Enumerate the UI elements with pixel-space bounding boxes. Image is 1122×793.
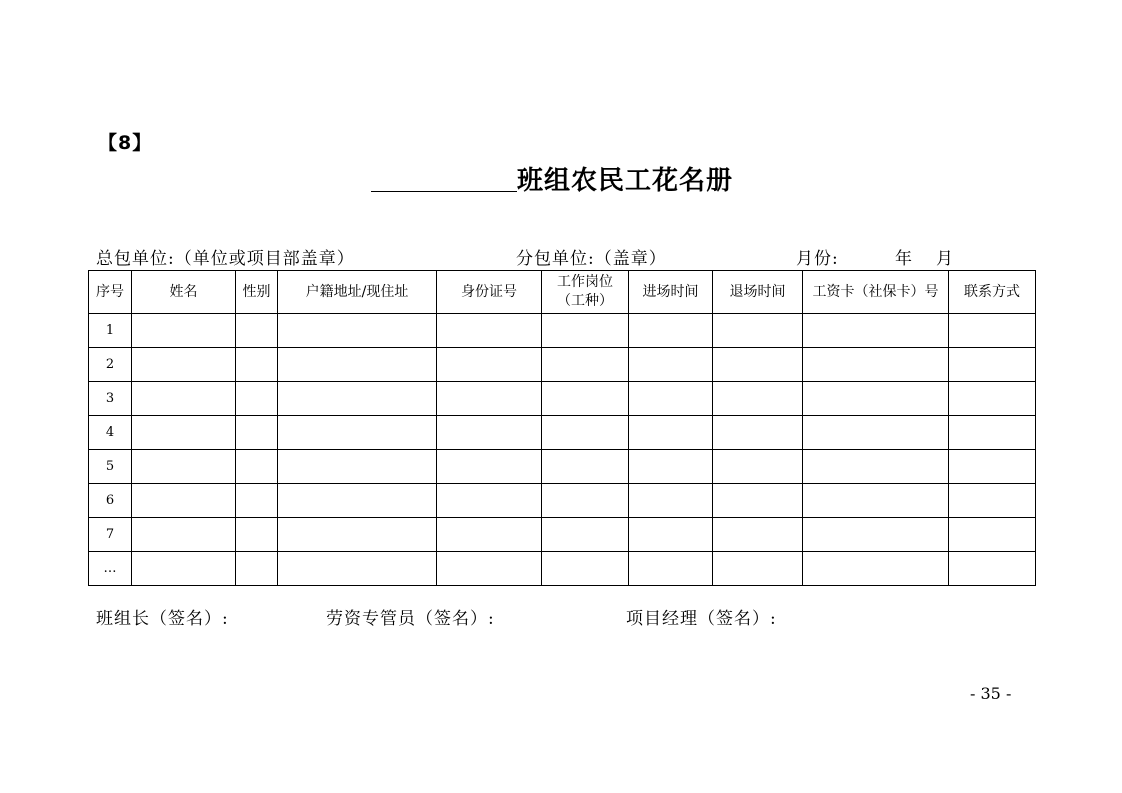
cell-wage-card[interactable] bbox=[803, 416, 949, 450]
row-seq: 2 bbox=[89, 348, 132, 382]
month-unit-label: 月 bbox=[936, 249, 954, 269]
cell-id-number[interactable] bbox=[437, 552, 542, 586]
cell-wage-card[interactable] bbox=[803, 518, 949, 552]
cell-wage-card[interactable] bbox=[803, 552, 949, 586]
cell-job-position[interactable] bbox=[542, 348, 629, 382]
team-leader-signature-label: 班组长（签名）: bbox=[96, 609, 229, 629]
table-row bbox=[89, 348, 1036, 382]
cell-name[interactable] bbox=[132, 348, 236, 382]
cell-exit-date[interactable] bbox=[713, 348, 803, 382]
column-header-job-position: 工作岗位 （工种） bbox=[542, 271, 629, 314]
cell-name[interactable] bbox=[132, 450, 236, 484]
cell-id-number[interactable] bbox=[437, 348, 542, 382]
cell-entry-date[interactable] bbox=[629, 416, 713, 450]
roster-table bbox=[88, 270, 1036, 586]
cell-gender[interactable] bbox=[236, 552, 278, 586]
column-header-gender: 性别 bbox=[236, 271, 278, 314]
column-header-name: 姓名 bbox=[132, 271, 236, 314]
row-seq: … bbox=[89, 552, 132, 586]
row-seq: 4 bbox=[89, 416, 132, 450]
cell-gender[interactable] bbox=[236, 348, 278, 382]
cell-entry-date[interactable] bbox=[629, 552, 713, 586]
cell-wage-card[interactable] bbox=[803, 382, 949, 416]
cell-wage-card[interactable] bbox=[803, 484, 949, 518]
cell-name[interactable] bbox=[132, 314, 236, 348]
cell-exit-date[interactable] bbox=[713, 484, 803, 518]
row-seq: 5 bbox=[89, 450, 132, 484]
cell-address[interactable] bbox=[278, 552, 437, 586]
cell-name[interactable] bbox=[132, 382, 236, 416]
cell-job-position[interactable] bbox=[542, 382, 629, 416]
cell-wage-card[interactable] bbox=[803, 348, 949, 382]
page-number: - 35 - bbox=[970, 684, 1012, 703]
cell-id-number[interactable] bbox=[437, 416, 542, 450]
document-title: 班组农民工花名册 bbox=[517, 166, 734, 196]
cell-exit-date[interactable] bbox=[713, 552, 803, 586]
cell-id-number[interactable] bbox=[437, 484, 542, 518]
column-header-contact: 联系方式 bbox=[949, 271, 1036, 314]
cell-gender[interactable] bbox=[236, 314, 278, 348]
cell-exit-date[interactable] bbox=[713, 450, 803, 484]
table-row bbox=[89, 552, 1036, 586]
table-row bbox=[89, 450, 1036, 484]
cell-id-number[interactable] bbox=[437, 450, 542, 484]
table-row bbox=[89, 484, 1036, 518]
column-header-entry-date: 进场时间 bbox=[629, 271, 713, 314]
cell-name[interactable] bbox=[132, 518, 236, 552]
cell-address[interactable] bbox=[278, 382, 437, 416]
table-row bbox=[89, 314, 1036, 348]
cell-id-number[interactable] bbox=[437, 382, 542, 416]
cell-contact[interactable] bbox=[949, 416, 1036, 450]
cell-address[interactable] bbox=[278, 484, 437, 518]
cell-address[interactable] bbox=[278, 348, 437, 382]
cell-exit-date[interactable] bbox=[713, 416, 803, 450]
cell-job-position[interactable] bbox=[542, 552, 629, 586]
cell-job-position[interactable] bbox=[542, 484, 629, 518]
row-seq: 6 bbox=[89, 484, 132, 518]
cell-contact[interactable] bbox=[949, 484, 1036, 518]
cell-gender[interactable] bbox=[236, 484, 278, 518]
labor-manager-signature-label: 劳资专管员（签名）: bbox=[326, 609, 495, 629]
cell-entry-date[interactable] bbox=[629, 314, 713, 348]
cell-exit-date[interactable] bbox=[713, 314, 803, 348]
cell-entry-date[interactable] bbox=[629, 450, 713, 484]
cell-name[interactable] bbox=[132, 552, 236, 586]
cell-wage-card[interactable] bbox=[803, 450, 949, 484]
cell-gender[interactable] bbox=[236, 382, 278, 416]
year-label: 年 bbox=[895, 249, 913, 269]
column-header-exit-date: 退场时间 bbox=[713, 271, 803, 314]
cell-exit-date[interactable] bbox=[713, 382, 803, 416]
table-row bbox=[89, 416, 1036, 450]
title-row bbox=[0, 160, 1122, 200]
cell-contact[interactable] bbox=[949, 382, 1036, 416]
column-header-seq: 序号 bbox=[89, 271, 132, 314]
cell-contact[interactable] bbox=[949, 348, 1036, 382]
subcontractor-label: 分包单位:（盖章） bbox=[516, 249, 667, 269]
cell-contact[interactable] bbox=[949, 450, 1036, 484]
form-number: 【8】 bbox=[98, 132, 153, 154]
cell-entry-date[interactable] bbox=[629, 518, 713, 552]
cell-wage-card[interactable] bbox=[803, 314, 949, 348]
general-contractor-label: 总包单位:（单位或项目部盖章） bbox=[96, 249, 355, 269]
table-row bbox=[89, 518, 1036, 552]
cell-contact[interactable] bbox=[949, 552, 1036, 586]
cell-id-number[interactable] bbox=[437, 518, 542, 552]
column-header-wage-card: 工资卡（社保卡）号 bbox=[803, 271, 949, 314]
cell-gender[interactable] bbox=[236, 416, 278, 450]
row-seq: 1 bbox=[89, 314, 132, 348]
column-header-address: 户籍地址/现住址 bbox=[278, 271, 437, 314]
cell-job-position[interactable] bbox=[542, 518, 629, 552]
cell-entry-date[interactable] bbox=[629, 484, 713, 518]
cell-gender[interactable] bbox=[236, 450, 278, 484]
cell-address[interactable] bbox=[278, 450, 437, 484]
cell-entry-date[interactable] bbox=[629, 348, 713, 382]
cell-gender[interactable] bbox=[236, 518, 278, 552]
cell-job-position[interactable] bbox=[542, 450, 629, 484]
cell-name[interactable] bbox=[132, 484, 236, 518]
cell-job-position[interactable] bbox=[542, 314, 629, 348]
cell-contact[interactable] bbox=[949, 314, 1036, 348]
cell-job-position[interactable] bbox=[542, 416, 629, 450]
table-row bbox=[89, 382, 1036, 416]
project-manager-signature-label: 项目经理（签名）: bbox=[626, 609, 777, 629]
cell-address[interactable] bbox=[278, 416, 437, 450]
cell-entry-date[interactable] bbox=[629, 382, 713, 416]
row-seq: 3 bbox=[89, 382, 132, 416]
cell-name[interactable] bbox=[132, 416, 236, 450]
month-label: 月份: bbox=[796, 249, 839, 269]
signature-line bbox=[0, 604, 1122, 628]
column-header-id-number: 身份证号 bbox=[437, 271, 542, 314]
cell-exit-date[interactable] bbox=[713, 518, 803, 552]
info-line bbox=[0, 244, 1122, 268]
title-fill-in-blank[interactable] bbox=[371, 191, 517, 192]
cell-contact[interactable] bbox=[949, 518, 1036, 552]
table-header-row bbox=[89, 271, 1036, 314]
cell-address[interactable] bbox=[278, 518, 437, 552]
cell-id-number[interactable] bbox=[437, 314, 542, 348]
row-seq: 7 bbox=[89, 518, 132, 552]
cell-address[interactable] bbox=[278, 314, 437, 348]
